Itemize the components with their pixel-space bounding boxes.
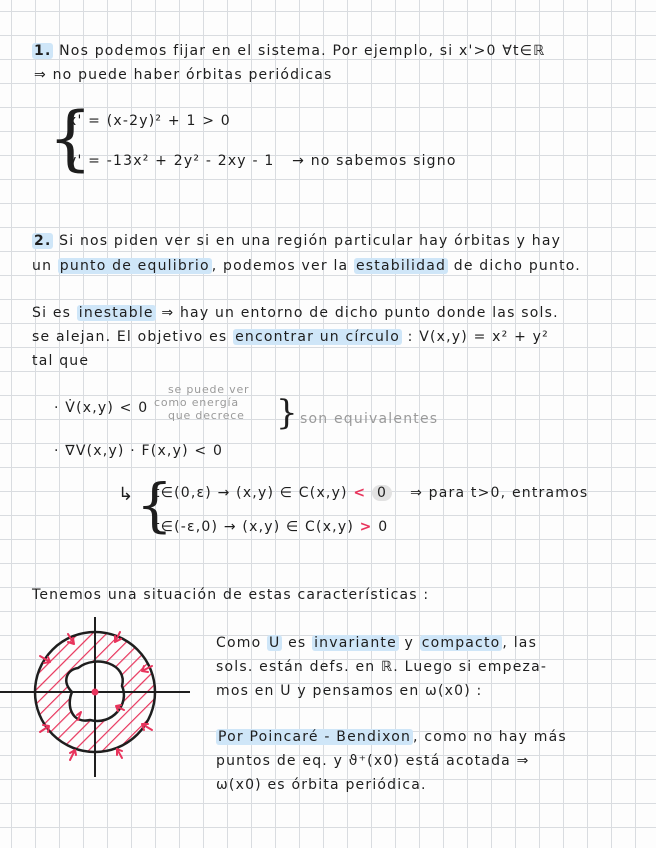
p1-eq2-row	[68, 152, 457, 170]
p1-line1	[32, 42, 545, 60]
p1-text: Nos podemos fijar en el sistema. Por ejemplo, si x'>0 ∀t∈ℝ	[59, 43, 546, 59]
desc-l4-b: , como no hay más	[413, 729, 567, 745]
case-1-sign: <	[353, 485, 367, 501]
desc-highlight-u: U	[269, 635, 281, 651]
cond-note-line1: se puede ver	[168, 383, 250, 396]
p2-l2-b: , podemos ver la	[211, 258, 354, 274]
p2-l2-highlight-estabilidad: estabilidad	[355, 258, 447, 274]
desc-l1-c: y	[398, 635, 420, 651]
case-2-sign: >	[359, 519, 373, 535]
case-2-a: t∈(-ε,0) → (x,y) ∈ C(x,y)	[154, 519, 354, 535]
situation-line: Tenemos una situación de estas características :	[32, 587, 430, 603]
case-arrow: ↳	[118, 484, 135, 505]
cond-1: · V̇(x,y) < 0	[54, 400, 149, 416]
p3-l2-b: : V(x,y) = x² + y²	[401, 329, 549, 345]
cond-equiv: son equivalentes	[300, 411, 439, 427]
p2-line1	[32, 232, 561, 250]
p1-eq2-note: → no sabemos signo	[292, 153, 457, 169]
desc-l1-b: es	[282, 635, 313, 651]
desc-line1	[216, 634, 537, 652]
p3-l1-a: Si es	[32, 305, 77, 321]
equilibrium-point	[92, 689, 99, 696]
p2-l2-highlight-equilibrio: punto de equlibrio	[59, 258, 210, 274]
p3-line3: tal que	[32, 353, 90, 369]
case-brace: {	[136, 471, 173, 539]
cond-note-line2: como energía	[154, 396, 239, 409]
p3-l2-a: se alejan. El objetivo es	[32, 329, 234, 345]
p2-l1: Si nos piden ver si en una región particular hay órbitas y hay	[59, 233, 562, 249]
case-1-b: ⇒ para t>0, entramos	[410, 485, 589, 501]
desc-l1-d: , las	[502, 635, 538, 651]
desc-l1-a: Como	[216, 635, 267, 651]
case-1	[154, 484, 588, 502]
p3-line1	[32, 304, 559, 322]
desc-line6: ω(x0) es órbita periódica.	[216, 777, 427, 793]
p1-line2: ⇒ no puede haber órbitas periódicas	[34, 67, 333, 83]
desc-line2: sols. están defs. en ℝ. Luego si empeza-	[216, 659, 548, 675]
desc-highlight-invariante: invariante	[314, 635, 397, 651]
p3-highlight-circulo: encontrar un círculo	[235, 329, 400, 345]
p1-number: 1.	[34, 43, 52, 59]
p3-line2	[32, 328, 549, 346]
p2-number: 2.	[34, 233, 52, 249]
desc-line3: mos en U y pensamos en ω(x0) :	[216, 683, 483, 699]
cond-2: · ∇V(x,y) · F(x,y) < 0	[54, 443, 224, 459]
p2-l2-c: de dicho punto.	[448, 258, 581, 274]
p3-l1-b: ⇒ hay un entorno de dicho punto donde las sols.	[155, 305, 559, 321]
cond-note	[154, 383, 274, 422]
p1-eq2: y' = -13x² + 2y² - 2xy - 1	[68, 153, 275, 169]
case-2-zero: 0	[378, 519, 389, 535]
case-1-zero: 0	[372, 485, 392, 501]
p2-line2	[32, 257, 581, 275]
cond-note-line3: que decrece	[168, 409, 245, 422]
p1-eq1: x' = (x-2y)² + 1 > 0	[68, 113, 231, 129]
p3-highlight-inestable: inestable	[78, 305, 154, 321]
p2-l2-a: un	[32, 258, 58, 274]
desc-highlight-poincare: Por Poincaré - Bendixon	[218, 729, 412, 745]
p1-system-brace: {	[48, 97, 93, 179]
equivalence-brace: }	[276, 393, 298, 433]
desc-highlight-compacto: compacto	[421, 635, 501, 651]
desc-line4	[216, 728, 567, 746]
desc-line5: puntos de eq. y ϑ⁺(x0) está acotada ⇒	[216, 753, 530, 769]
case-1-a: t∈(0,ε) → (x,y) ∈ C(x,y)	[154, 485, 348, 501]
phase-portrait-drawing	[0, 612, 200, 802]
case-2	[154, 518, 388, 536]
